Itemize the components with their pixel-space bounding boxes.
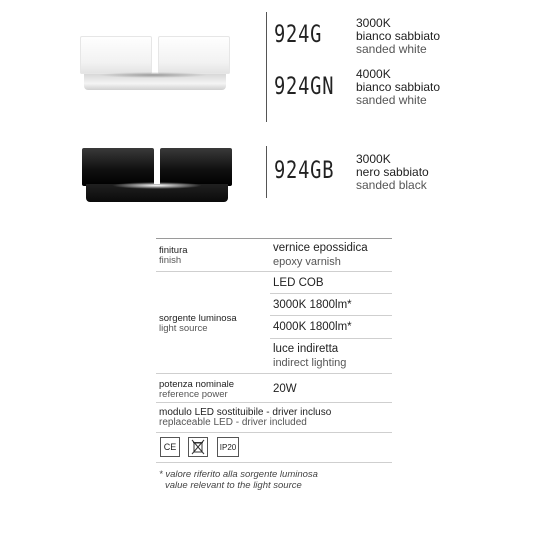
- power-value: 20W: [273, 383, 297, 395]
- product-temp: 3000K: [356, 16, 391, 30]
- product-description: [356, 68, 440, 107]
- lamp-right-panel: [158, 36, 230, 74]
- product-finish-en: sanded white: [356, 93, 427, 107]
- divider-vertical: [266, 12, 267, 122]
- source-value: 4000K 1800lm*: [273, 321, 352, 333]
- finish-value: vernice epossidica: [273, 242, 368, 254]
- lamp-glow: [98, 72, 208, 78]
- table-rule: [156, 373, 392, 374]
- product-code: 924G: [274, 20, 323, 48]
- finish-label-en: finish: [159, 255, 182, 266]
- table-rule: [156, 238, 392, 239]
- finish-label: finitura: [159, 245, 188, 256]
- source-indirect-en: indirect lighting: [273, 357, 347, 369]
- table-rule: [156, 402, 392, 403]
- ce-mark-text: CE: [163, 442, 177, 452]
- product-finish-it: bianco sabbiato: [356, 80, 441, 94]
- product-finish-it: bianco sabbiato: [356, 29, 441, 43]
- product-description: [356, 153, 429, 192]
- lamp-right-panel: [160, 148, 232, 186]
- source-label: sorgente luminosa: [159, 313, 237, 324]
- crossed-bin-icon: [191, 439, 205, 455]
- lamp-glow: [112, 182, 202, 189]
- product-description: [356, 17, 440, 56]
- module-label: modulo LED sostituibile - driver incluso: [159, 407, 332, 418]
- table-rule: [156, 462, 392, 463]
- module-label-en: replaceable LED - driver included: [159, 417, 307, 428]
- product-finish-it: nero sabbiato: [356, 165, 429, 179]
- table-rule: [156, 432, 392, 433]
- product-temp: 4000K: [356, 67, 391, 81]
- source-value: 3000K 1800lm*: [273, 299, 352, 311]
- lamp-left-panel: [80, 36, 152, 74]
- table-rule: [270, 338, 392, 339]
- ip-rating-badge: [217, 437, 239, 457]
- table-rule: [270, 315, 392, 316]
- power-label: potenza nominale: [159, 379, 234, 390]
- source-label-en: light source: [159, 323, 208, 334]
- product-image-black: [82, 148, 232, 206]
- footnote-en: value relevant to the light source: [165, 480, 302, 491]
- product-image-white: [80, 36, 230, 92]
- product-code: 924GN: [274, 72, 335, 100]
- table-rule: [270, 293, 392, 294]
- product-temp: 3000K: [356, 152, 391, 166]
- product-finish-en: sanded white: [356, 42, 427, 56]
- power-label-en: reference power: [159, 389, 228, 400]
- footnote: [159, 469, 318, 491]
- weee-bin-icon: [188, 437, 208, 457]
- ip-rating-text: IP20: [219, 442, 237, 452]
- footnote-it: * valore riferito alla sorgente luminosa: [159, 469, 318, 480]
- ce-mark-icon: [160, 437, 180, 457]
- product-finish-en: sanded black: [356, 178, 427, 192]
- source-indirect: luce indiretta: [273, 343, 339, 355]
- divider-vertical: [266, 146, 267, 198]
- finish-value-en: epoxy varnish: [273, 256, 341, 268]
- table-rule: [156, 271, 392, 272]
- lamp-left-panel: [82, 148, 154, 186]
- product-code: 924GB: [274, 156, 335, 184]
- source-value: LED COB: [273, 277, 324, 289]
